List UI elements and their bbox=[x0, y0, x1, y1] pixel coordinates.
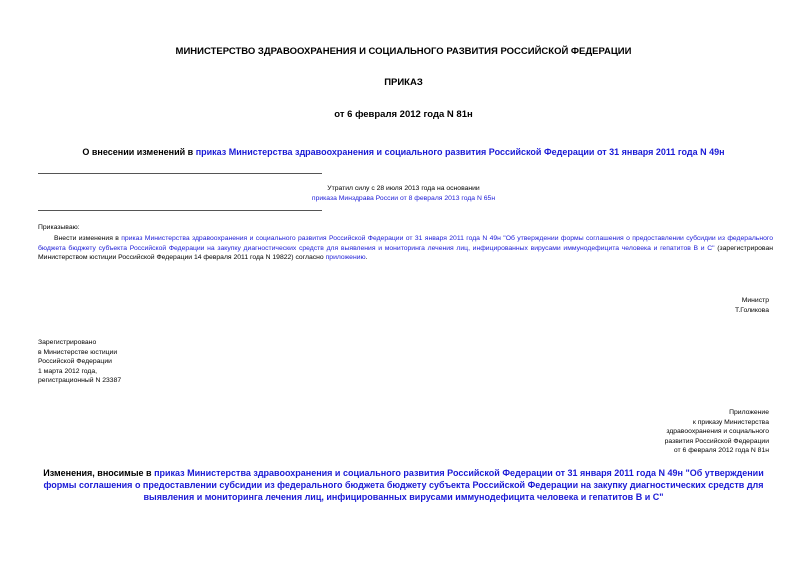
changes-prefix: Изменения, вносимые в bbox=[43, 468, 155, 478]
paragraph-link-order[interactable]: приказ Министерства здравоохранения и социального развития Российской Федерации от 31 января 2011 года N 49н "Об утверждении формы соглашения о предоставлении субсидии из федерального бюджета бюджету субъекта Российской Федерации на закупку диагностических средств для выявления и мониторинга лечения лиц, инфицированных вирусами иммунодефицита человека и гепатитов В и С" bbox=[38, 235, 773, 252]
appendix-note bbox=[665, 408, 769, 456]
paragraph-end: . bbox=[365, 254, 368, 261]
signature-position: Министр bbox=[741, 297, 769, 304]
document-title bbox=[0, 147, 807, 157]
changes-heading bbox=[40, 467, 767, 503]
ministry-heading: МИНИСТЕРСТВО ЗДРАВООХРАНЕНИЯ И СОЦИАЛЬНОГО РАЗВИТИЯ РОССИЙСКОЙ ФЕДЕРАЦИИ bbox=[175, 46, 632, 57]
registration-line-4: 1 марта 2012 года, bbox=[38, 367, 98, 375]
signature-name: Т.Голикова bbox=[734, 306, 769, 314]
registration-line-3: Российской Федерации bbox=[38, 358, 112, 365]
status-link[interactable]: приказа Минздрава России от 8 февраля 2013 года N 65н bbox=[311, 195, 496, 202]
status-rule-top bbox=[38, 173, 322, 174]
title-prefix: О внесении изменений в bbox=[82, 147, 196, 157]
paragraph-link-appendix[interactable]: приложению bbox=[325, 254, 366, 261]
appendix-line-4: развития Российской Федерации bbox=[664, 437, 769, 445]
signature-block bbox=[735, 296, 769, 315]
registration-line-2: в Министерстве юстиции bbox=[38, 348, 118, 356]
appendix-line-2: к приказу Министерства bbox=[692, 418, 769, 426]
status-line: Утратил силу с 28 июля 2013 года на основании bbox=[327, 185, 480, 192]
paragraph-prefix: Внести изменения в bbox=[54, 235, 122, 242]
doc-date-number: от 6 февраля 2012 года N 81н bbox=[334, 109, 473, 120]
appendix-line-1: Приложение bbox=[729, 409, 769, 416]
appendix-line-5: от 6 февраля 2012 года N 81н bbox=[673, 447, 769, 454]
status-rule-bottom bbox=[38, 210, 322, 211]
appendix-line-3: здравоохранения и социального bbox=[666, 428, 769, 435]
order-paragraph bbox=[38, 234, 773, 263]
changes-link[interactable]: приказ Министерства здравоохранения и социального развития Российской Федерации от 31 января 2011 года N 49н "Об утверждении формы соглашения о предоставлении субсидии из федерального бюджета бюджету субъекта Российской Федерации на закупку диагностических средств для выявления и мониторинга лечения лиц, инфицированных вирусами иммунодефицита человека и гепатитов В и С" bbox=[43, 468, 764, 502]
order-word: Приказываю: bbox=[38, 224, 80, 231]
doc-type-heading: ПРИКАЗ bbox=[384, 77, 423, 88]
registration-line-1: Зарегистрировано bbox=[38, 339, 97, 346]
title-link[interactable]: приказ Министерства здравоохранения и социального развития Российской Федерации от 31 января 2011 года N 49н bbox=[195, 147, 725, 157]
registration-line-5: регистрационный N 23387 bbox=[38, 377, 122, 384]
paragraph-middle: (зарегистрирован Министерством юстиции Российской Федерации 14 февраля 2011 года N 19822) согласно bbox=[38, 244, 773, 261]
registration-block bbox=[38, 338, 121, 386]
